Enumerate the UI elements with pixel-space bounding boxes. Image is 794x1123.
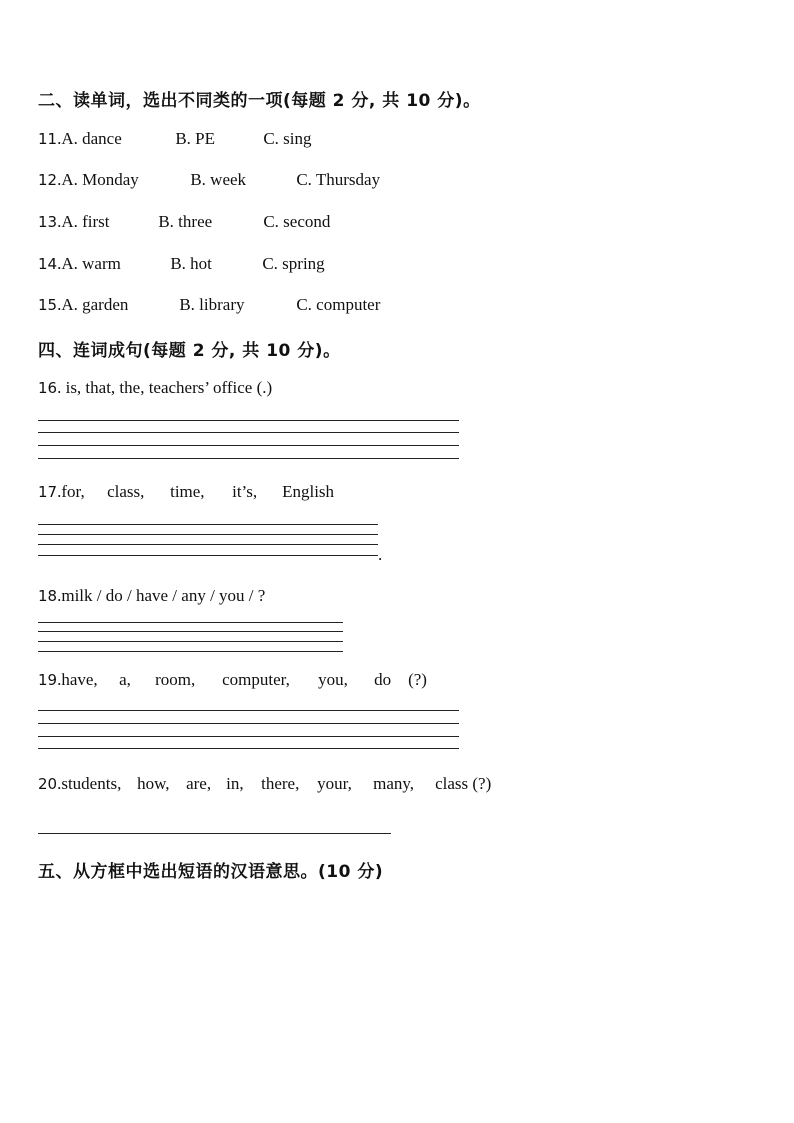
word: do	[374, 670, 392, 689]
word: a,	[119, 670, 131, 689]
question-separator: .	[57, 129, 62, 148]
answer-line	[38, 432, 459, 433]
question-number: 18	[38, 587, 58, 605]
option-c: C. second	[263, 212, 331, 231]
word: .have,	[57, 670, 98, 689]
answer-line	[38, 641, 343, 642]
answer-line	[38, 748, 459, 749]
word: how,	[137, 774, 170, 793]
question-number: 12	[38, 171, 58, 189]
question-15	[38, 295, 380, 315]
answer-line	[38, 723, 459, 724]
question-19	[38, 670, 427, 690]
word: (?)	[408, 670, 427, 689]
word: it’s,	[232, 482, 258, 501]
section-title-4: 四、连词成句(每题 2 分, 共 10 分)。	[38, 341, 341, 361]
question-11	[38, 129, 312, 149]
question-number: 15	[38, 296, 58, 314]
option-a: A. warm	[61, 254, 121, 273]
option-b: B. week	[190, 170, 247, 189]
word: .students,	[57, 774, 122, 793]
word: .for,	[57, 482, 85, 501]
question-number: 13	[38, 213, 58, 231]
option-c: C. sing	[263, 129, 312, 148]
option-b: B. three	[158, 212, 213, 231]
question-separator: .	[57, 170, 62, 189]
answer-line	[38, 651, 343, 652]
question-20	[38, 774, 491, 794]
section-title-2: 二、读单词，选出不同类的一项(每题 2 分, 共 10 分)。	[38, 91, 481, 111]
option-c: C. Thursday	[296, 170, 381, 189]
question-separator: .	[57, 295, 62, 314]
option-b: B. library	[179, 295, 245, 314]
word: you,	[318, 670, 348, 689]
word: time,	[170, 482, 205, 501]
word: your,	[317, 774, 352, 793]
answer-line	[38, 458, 459, 459]
word: class (?)	[435, 774, 492, 793]
option-b: B. hot	[170, 254, 212, 273]
option-b: B. PE	[175, 129, 216, 148]
word: class,	[107, 482, 145, 501]
option-c: C. computer	[296, 295, 381, 314]
option-a: A. Monday	[61, 170, 139, 189]
option-a: A. dance	[61, 129, 122, 148]
word: many,	[373, 774, 415, 793]
question-number: 20	[38, 775, 58, 793]
question-number: 16	[38, 379, 58, 397]
answer-line	[38, 524, 378, 525]
word: in,	[226, 774, 244, 793]
answer-line	[38, 445, 459, 446]
answer-line	[38, 420, 459, 421]
question-17	[38, 482, 334, 502]
question-number: 14	[38, 255, 58, 273]
word: are,	[186, 774, 212, 793]
question-separator: .	[57, 254, 62, 273]
word-list: .milk / do / have / any / you / ?	[57, 586, 266, 605]
word: English	[282, 482, 335, 501]
answer-line	[38, 544, 378, 545]
question-18	[38, 586, 265, 606]
answer-line	[38, 833, 391, 834]
option-c: C. spring	[262, 254, 325, 273]
word: room,	[155, 670, 196, 689]
question-number: 17	[38, 483, 58, 501]
answer-line	[38, 555, 378, 556]
question-12	[38, 170, 380, 190]
question-separator: .	[57, 212, 62, 231]
question-number: 11	[38, 130, 58, 148]
section-title-5: 五、从方框中选出短语的汉语意思。(10 分)	[38, 862, 384, 882]
option-a: A. garden	[61, 295, 129, 314]
answer-line	[38, 622, 343, 623]
question-16	[38, 378, 272, 398]
answer-line	[38, 736, 459, 737]
sentence-end-mark: .	[378, 545, 383, 564]
question-number: 19	[38, 671, 58, 689]
word: computer,	[222, 670, 290, 689]
answer-line	[38, 710, 459, 711]
answer-line	[38, 631, 343, 632]
word: there,	[261, 774, 300, 793]
question-13	[38, 212, 330, 232]
answer-line	[38, 534, 378, 535]
word-list: . is, that, the, teachers’ office (.)	[57, 378, 273, 397]
question-14	[38, 254, 325, 274]
option-a: A. first	[61, 212, 110, 231]
